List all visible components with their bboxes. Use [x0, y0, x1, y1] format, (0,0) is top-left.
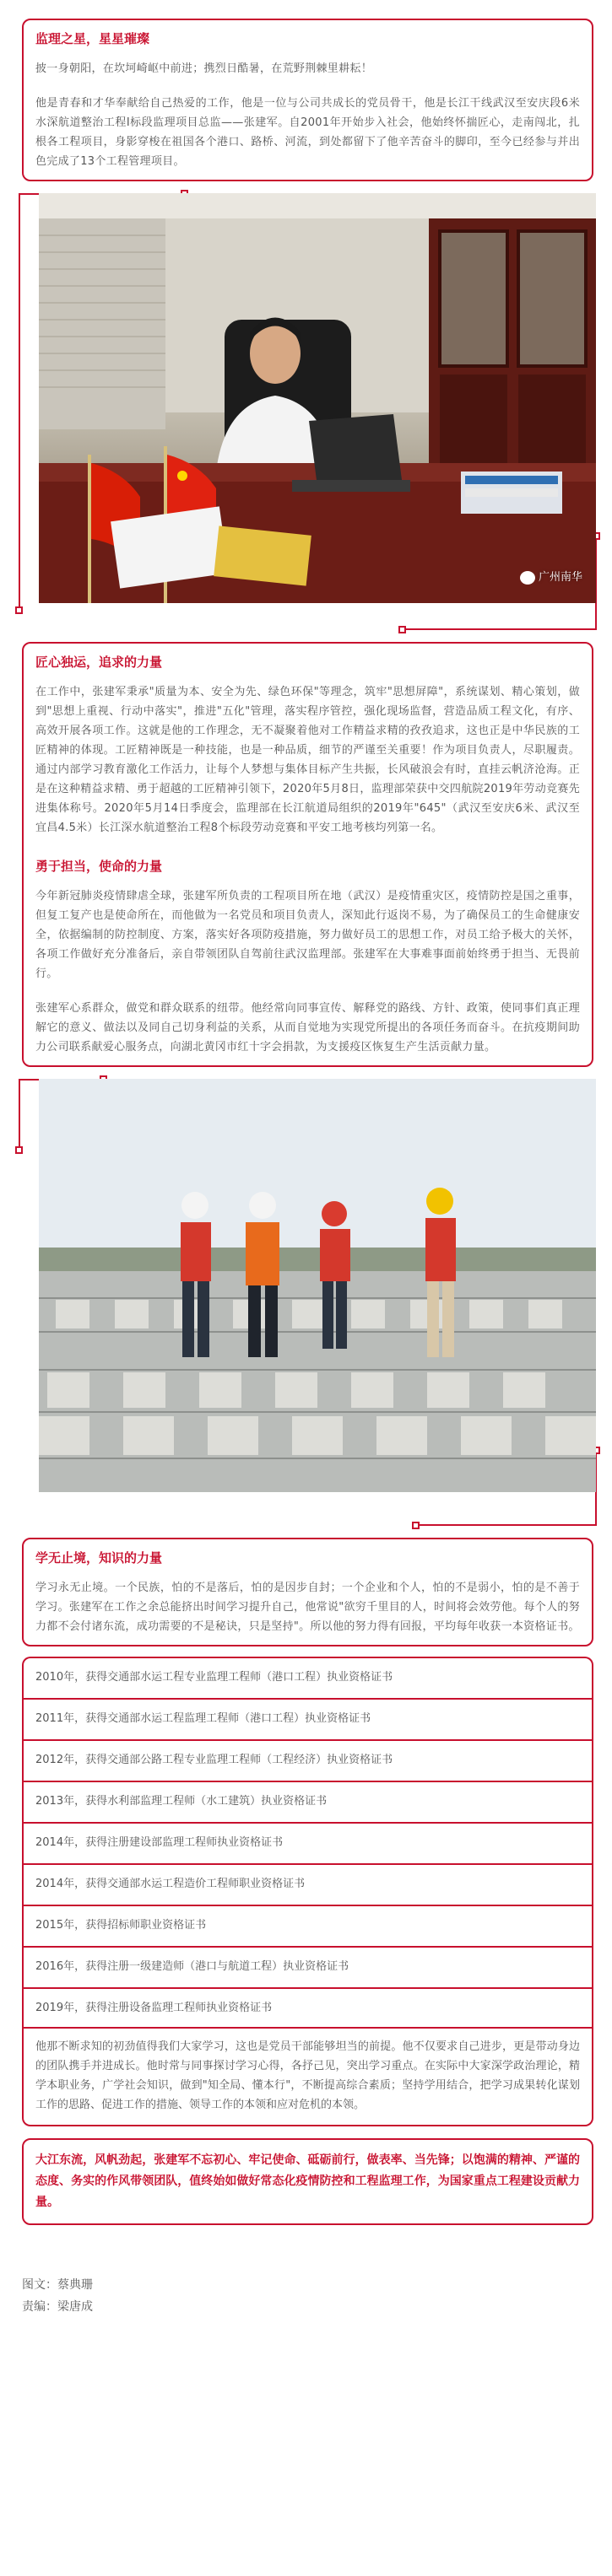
section-title: 学无止境，知识的力量: [35, 1550, 163, 1566]
photo-credit: 图文：蔡典珊: [22, 2278, 93, 2292]
watermark-text: 广州南华: [538, 571, 582, 584]
paragraph: 他那不断求知的初劲值得我们大家学习，这也是党员干部能够坦当的前提。他不仅要求自己进步，更是带动身边的团队携手并进成长。他时常与同事探讨学习心得，各抒己见，突出学习重点。在实际中大家深学政治理论，精学本职业务，广学社会知识，做到"知全局、懂本行"，不断提高综合素质；坚持学用结合，把学习成果转化谋划工作的思路、促进工作的措施、领导工作的本领和应对危机的本领。: [35, 2040, 580, 2111]
certificate-item: 2015年，获得招标师职业资格证书: [22, 1905, 593, 1946]
certificate-conclusion-card: [22, 2029, 593, 2126]
paragraph: 张建军心系群众，做党和群众联系的纽带。他经常向同事宣传、解释党的路线、方针、政策，使同事们真正理解它的意义、做法以及同自己切身利益的关系，从而自觉地为实现党所提出的各项任务而奋斗。在抗疫期间助力公司联系献爱心服务点，向湖北黄冈市红十字会捐款，为支援疫区恢复生产生活贡献力量。: [35, 1002, 580, 1054]
certificate-item: 2010年，获得交通部水运工程专业监理工程师（港口工程）执业资格证书: [22, 1657, 593, 1698]
certificate-item: 2013年，获得水利部监理工程师（水工建筑）执业资格证书: [22, 1781, 593, 1822]
certificate-item: 2016年，获得注册一级建造师（港口与航道工程）执业资格证书: [22, 1946, 593, 1987]
section-learning-card: [22, 1538, 593, 1646]
paragraph: 披一身朝阳，在坎坷崎岖中前进；携烈日酷暑，在荒野荆棘里耕耘！: [35, 62, 373, 75]
certificate-item: 2014年，获得交通部水运工程造价工程师职业资格证书: [22, 1863, 593, 1905]
certificate-item: 2011年，获得交通部水运工程监理工程师（港口工程）执业资格证书: [22, 1698, 593, 1739]
section-craft-card: [22, 642, 593, 1067]
certificate-item: 2012年，获得交通部公路工程专业监理工程师（工程经济）执业资格证书: [22, 1739, 593, 1781]
section-intro-card: [22, 19, 593, 181]
office-scene: [39, 193, 596, 603]
credits: [22, 2274, 612, 2318]
paragraph: 学习永无止境。一个民族，怕的不是落后，怕的是因步自封；一个企业和个人，怕的不是弱小，怕的是不善于学习。张建军在工作之余总能挤出时间学习提升自己，他常说"欲穷千里目的人，时间将会效劳他。每个人的努力都不会付诸东流，成功需要的不是秘诀，只是坚持"。所以他的努力得有回报，平均每年收获一本资格证书。: [35, 1582, 580, 1633]
section-title: 监理之星，星星璀璨: [35, 31, 150, 46]
construction-scene: [39, 1079, 596, 1492]
paragraph: 他是青春和才华奉献给自己热爱的工作，他是一位与公司共成长的党员骨干，他是长江干线武汉至安庆段6米水深航道整治工程Ⅰ标段监理项目总监——张建军。自2001年开始步入社会，他始终怀揣匠心，走南闯北，扎根各工程项目，身影穿梭在祖国各个港口、路桥、河流，到处都留下了他辛苦奋斗的脚印，至今已经参与并出色完成了13个工程管理项目。: [35, 97, 580, 168]
section-subtitle: 勇于担当，使命的力量: [35, 859, 163, 874]
site-photo: [39, 1079, 596, 1492]
wechat-icon: [520, 571, 535, 585]
paragraph: 今年新冠肺炎疫情肆虐全球，张建军所负责的工程项目所在地（武汉）是疫情重灾区，疫情防控是国之重事，但复工复产也是使命所在，而他做为一名党员和项目负责人，深知此行返岗不易，为了确保员工的生命健康安全，依据编制的防控制度、方案，落实好各项防疫措施，努力做好员工的思想工作，对员工给予极大的关怀，各项工作做好充分准备后，亲自带领团队自驾前往武汉监理部。张建军在大事难事面前始终勇于担当、无畏前行。: [35, 890, 580, 980]
photo-frame-office: [19, 193, 597, 630]
certificate-item: 2014年，获得注册建设部监理工程师执业资格证书: [22, 1822, 593, 1863]
editor-credit: 责编：梁唐成: [22, 2300, 93, 2314]
certificate-list: [22, 1657, 593, 2126]
office-photo: [39, 193, 596, 603]
certificate-item: 2019年，获得注册设备监理工程师执业资格证书: [22, 1987, 593, 2029]
paragraph: 在工作中，张建军秉承"质量为本、安全为先、绿色环保"等理念，筑牢"思想屏障"，系统谋划、精心策划，做到"思想上重视、行动中落实"，推进"五化"管理，落实程序管控，强化现场监督，营造品质工程文化，有序、高效开展各项工作。这就是他的工作理念，无不凝聚着他对工作精益求精的孜孜追求，这也正是中华民族的工匠精神的体现。工匠精神既是一种技能，也是一种品质，细节的严谨至关重要！作为项目负责人，尽职履责。通过内部学习教育激化工作活力，让每个人梦想与集体目标产生共振，长风破浪会有时，直挂云帆济沧海。正是在这种精益求精、勇于超越的工匠精神引领下，2020年5月8日，监理部荣获中交四航院2019年劳动竞赛先进集体称号。2020年5月14日季度会，监理部在长江航道局组织的2019年"645"（武汉至安庆6米、武汉至宜昌4.5米）长江深水航道整治工程8个标段劳动竞赛和平安工地考核均列第一名。: [35, 686, 580, 834]
photo-frame-site: [19, 1079, 597, 1526]
watermark: [520, 568, 582, 588]
closing-text: 大江东流，风帆劲起，张建军不忘初心、牢记使命、砥砺前行，做表率、当先锋；以饱满的精神、严谨的态度、务实的作风带领团队，值终始如做好常态化疫情防控和工程监理工作，为国家重点工程建设贡献力量。: [35, 2153, 580, 2209]
closing-card: [22, 2138, 593, 2225]
section-title: 匠心独运，追求的力量: [35, 655, 163, 670]
